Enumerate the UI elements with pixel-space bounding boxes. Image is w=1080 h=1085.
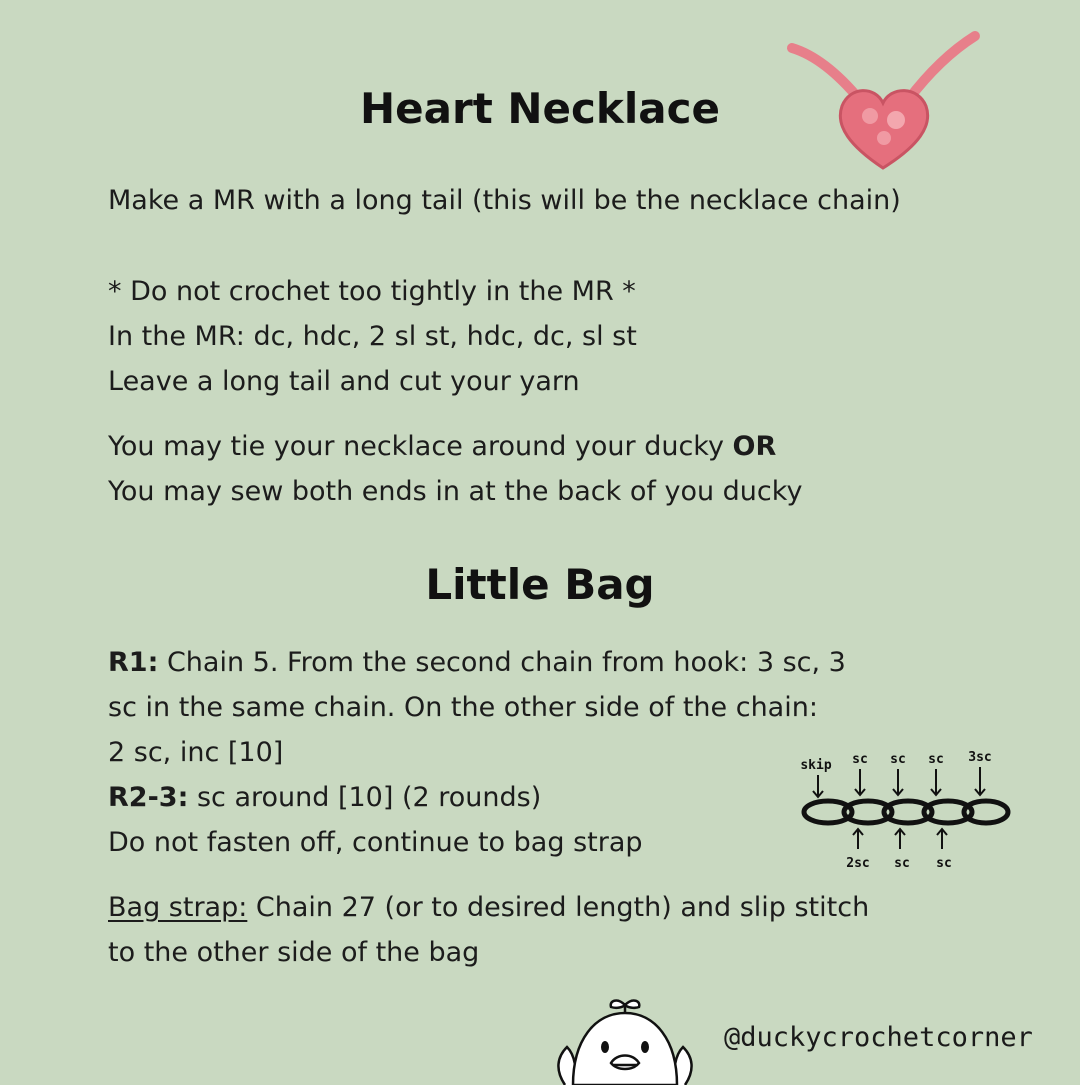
bag-fasten-line: Do not fasten off, continue to bag strap <box>108 827 643 858</box>
diagram-label-sc-1: sc <box>852 752 868 767</box>
diagram-label-sc-5: sc <box>936 856 952 871</box>
bag-strap-line-2: to the other side of the bag <box>108 937 480 968</box>
heart-step-1: Make a MR with a long tail (this will be the necklace chain) <box>108 185 901 216</box>
diagram-label-skip: skip <box>800 758 832 773</box>
r1-text-a: Chain 5. From the second chain from hook: 3 sc, 3 <box>158 647 846 678</box>
instagram-handle: @duckycrochetcorner <box>724 1022 1033 1053</box>
bag-r1-line-3: 2 sc, inc [10] <box>108 737 284 768</box>
little-bag-title: Little Bag <box>425 560 655 609</box>
heart-option-2: You may sew both ends in at the back of you ducky <box>108 476 803 507</box>
stitch-diagram <box>796 745 1016 875</box>
heart-note: * Do not crochet too tightly in the MR * <box>108 276 636 307</box>
strap-text-a: Chain 27 (or to desired length) and slip stitch <box>247 892 870 923</box>
diagram-label-sc-3: sc <box>928 752 944 767</box>
duck-mascot-logo <box>545 995 705 1085</box>
r1-label: R1: <box>108 647 159 678</box>
heart-necklace-title: Heart Necklace <box>360 84 720 133</box>
strap-label: Bag strap: <box>108 892 248 923</box>
bag-strap-line-1 <box>108 890 869 926</box>
diagram-label-3sc: 3sc <box>968 750 992 765</box>
r23-label: R2-3: <box>108 782 189 813</box>
diagram-label-sc-4: sc <box>894 856 910 871</box>
bag-r23-line <box>108 780 541 816</box>
heart-step-2: In the MR: dc, hdc, 2 sl st, hdc, dc, sl st <box>108 321 637 352</box>
heart-option-1 <box>108 429 776 465</box>
bag-r1-line-2: sc in the same chain. On the other side of the chain: <box>108 692 818 723</box>
heart-option-1-text: You may tie your necklace around your ducky <box>108 431 733 462</box>
r23-text: sc around [10] (2 rounds) <box>188 782 542 813</box>
or-label: OR <box>732 431 777 462</box>
heart-step-3: Leave a long tail and cut your yarn <box>108 366 580 397</box>
bag-r1-line-1 <box>108 645 846 681</box>
diagram-label-2sc: 2sc <box>846 856 870 871</box>
diagram-label-sc-2: sc <box>890 752 906 767</box>
